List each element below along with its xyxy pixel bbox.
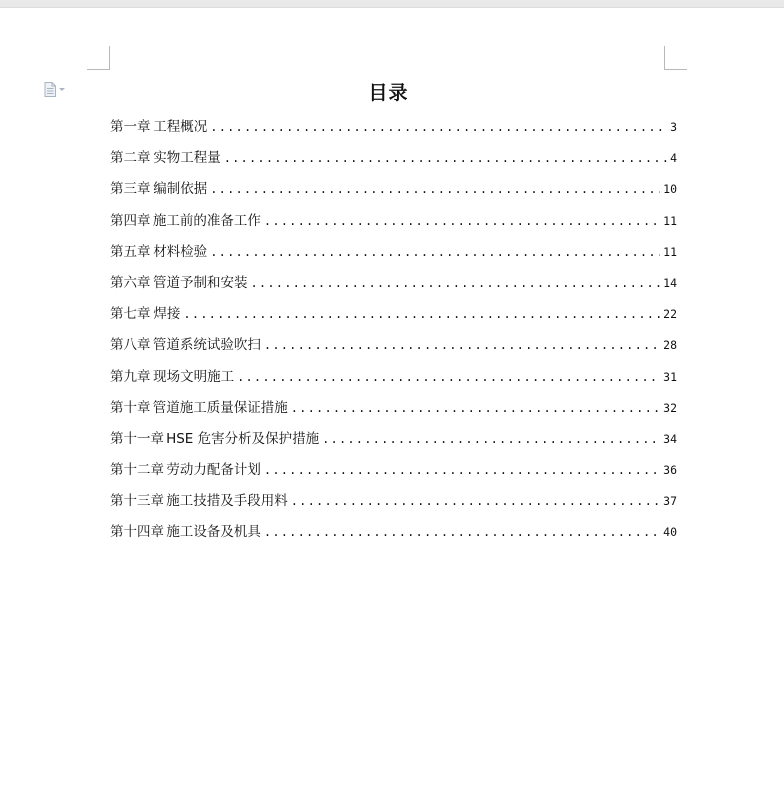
toc-page-number: 31 [663, 369, 677, 384]
toc-entry[interactable] [110, 272, 677, 303]
toc-leader-dots [264, 210, 660, 232]
toc-title: 劳动力配备计划 [166, 462, 261, 479]
toc-page-number: 40 [663, 525, 677, 540]
toc-page-number: 36 [663, 463, 677, 478]
toc-title: 管道予制和安装 [153, 274, 248, 291]
toc-page-number: 10 [663, 182, 677, 197]
crop-mark-top-left-vertical [109, 46, 110, 69]
toc-entry[interactable] [110, 397, 677, 428]
toc-leader-dots [264, 334, 660, 356]
toc-title: 管道系统试验吹扫 [152, 337, 261, 354]
toc-leader-dots [210, 178, 660, 200]
toc-leader-dots [224, 147, 667, 169]
toc-entry[interactable] [110, 210, 677, 241]
toc-entry[interactable] [110, 241, 677, 272]
toc-title: 施工前的准备工作 [152, 212, 261, 229]
toc-page-number: 37 [663, 494, 677, 509]
toc-chapter: 第九章 [110, 368, 151, 385]
toc-chapter: 第六章 [110, 274, 151, 291]
toc-chapter: 第四章 [110, 212, 151, 229]
toc-chapter: 第十四章 [110, 524, 164, 541]
toc-title: 编制依据 [153, 181, 208, 198]
toc-leader-dots [264, 521, 660, 543]
toc-page-number: 32 [663, 400, 677, 415]
crop-mark-top-right-vertical [664, 46, 665, 69]
crop-mark-top-right-horizontal [664, 69, 687, 70]
toc-title: 焊接 [153, 306, 181, 323]
toc-chapter: 第十二章 [110, 462, 164, 479]
toc-entry[interactable] [110, 428, 677, 459]
toc-leader-dots [210, 241, 660, 263]
toc-entry[interactable] [110, 366, 677, 397]
toc-page-number: 14 [663, 275, 677, 290]
toc-leader-dots [322, 428, 660, 450]
toc-entry[interactable] [110, 116, 677, 147]
toc-title: 现场文明施工 [153, 368, 235, 385]
toc-chapter: 第八章 [110, 337, 151, 354]
toc-entry[interactable] [110, 178, 677, 209]
toc-leader-dots [210, 116, 667, 138]
toc-entry[interactable] [110, 521, 677, 552]
toc-entry[interactable] [110, 147, 677, 178]
toc-title: 工程概况 [153, 119, 208, 135]
toc-page-number: 3 [670, 120, 677, 134]
toc-page-number: 22 [663, 307, 677, 322]
toc-chapter: 第三章 [110, 181, 151, 198]
toc-leader-dots [264, 459, 660, 481]
toc-chapter: 第二章 [110, 150, 151, 167]
toc-entry[interactable] [110, 334, 677, 365]
crop-mark-top-left-horizontal [87, 69, 110, 70]
window-top-strip [0, 0, 784, 8]
toc-title: 施工技措及手段用料 [166, 493, 288, 510]
toc-title: 材料检验 [153, 243, 208, 260]
toc-chapter: 第五章 [110, 243, 151, 260]
toc-page-number: 4 [670, 151, 677, 166]
toc-chapter: 第七章 [110, 306, 151, 323]
toc-leader-dots [291, 490, 660, 512]
toc-entry[interactable] [110, 459, 677, 490]
toc-chapter: 第一章 [110, 119, 151, 135]
toc-entry[interactable] [110, 303, 677, 334]
toc-leader-dots [183, 303, 660, 325]
toc-title: 施工设备及机具 [166, 524, 261, 541]
toc-chapter: 第十一章 [110, 430, 164, 447]
table-of-contents [110, 116, 677, 553]
toc-title: HSE 危害分析及保护措施 [166, 430, 320, 447]
toc-title: 管道施工质量保证措施 [152, 399, 288, 416]
toc-leader-dots [251, 272, 661, 294]
toc-leader-dots [237, 366, 660, 388]
toc-title: 实物工程量 [153, 150, 221, 167]
toc-page-number: 34 [663, 431, 677, 446]
toc-page-number: 11 [663, 244, 677, 259]
toc-page-number: 28 [663, 338, 677, 353]
page-title: 目录 [368, 82, 409, 104]
toc-chapter: 第十三章 [110, 493, 164, 510]
toc-page-number: 11 [663, 213, 677, 228]
toc-leader-dots [291, 397, 660, 419]
toc-entry[interactable] [110, 490, 677, 521]
toc-chapter: 第十章 [110, 399, 151, 416]
